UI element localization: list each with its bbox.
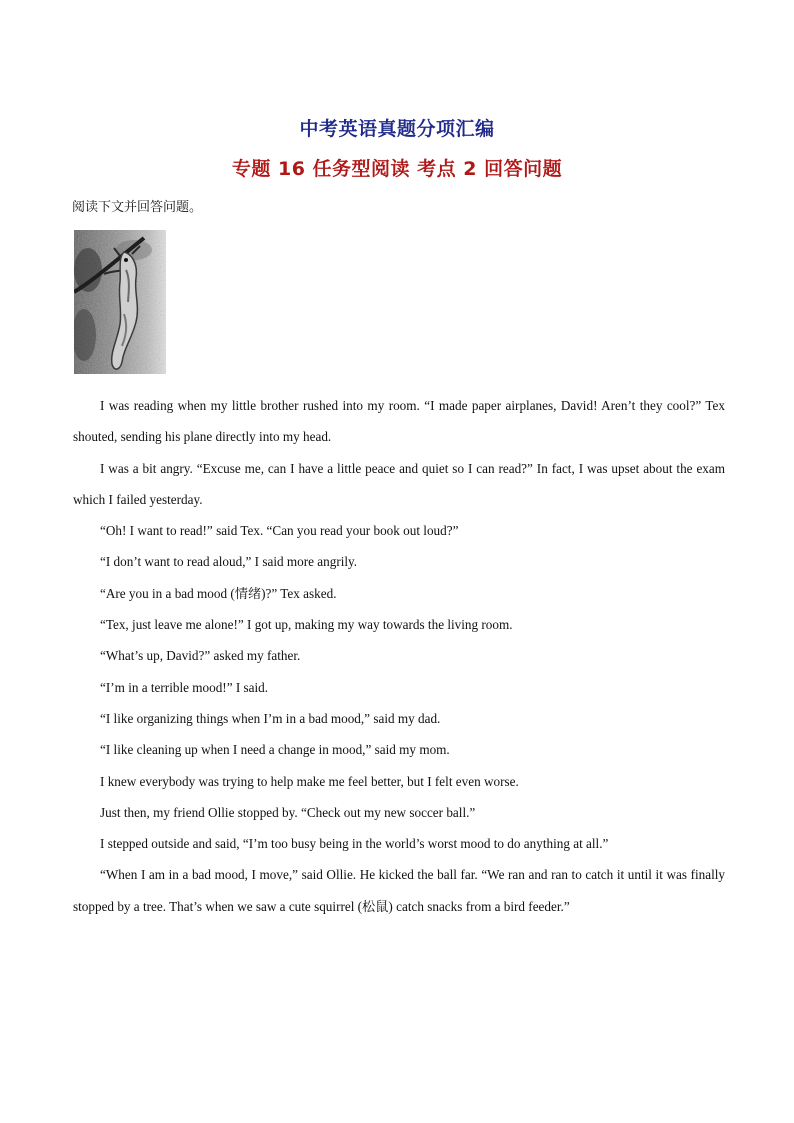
passage-paragraph: “Are you in a bad mood (情绪)?” Tex asked. xyxy=(100,585,337,601)
passage-paragraph: “What’s up, David?” asked my father. xyxy=(100,648,301,664)
passage-paragraph: Just then, my friend Ollie stopped by. “Check out my new soccer ball.” xyxy=(100,804,476,820)
page-subtitle: 专题 16 任务型阅读 考点 2 回答问题 xyxy=(231,158,563,180)
passage-paragraph: I knew everybody was trying to help make me feel better, but I felt even worse. xyxy=(100,773,519,789)
passage-paragraph: “Tex, just leave me alone!” I got up, making my way towards the living room. xyxy=(100,617,513,633)
squirrel-photo-icon xyxy=(74,230,166,374)
passage-paragraph: “I like cleaning up when I need a change in mood,” said my mom. xyxy=(100,742,450,758)
instruction-text: 阅读下文并回答问题。 xyxy=(72,200,203,215)
passage-paragraph: “Oh! I want to read!” said Tex. “Can you read your book out loud?” xyxy=(100,523,459,539)
passage-paragraph: “I don’t want to read aloud,” I said more angrily. xyxy=(100,554,358,570)
passage-paragraph: “When I am in a bad mood, I move,” said Ollie. He kicked the ball far. “We ran and ran to catch it until it was finally stopped by a tree. That’s when we saw a cute squirrel (松鼠) catch snacks from a bird feeder.” xyxy=(73,867,725,914)
passage-paragraph: “I’m in a terrible mood!” I said. xyxy=(100,679,269,695)
passage-paragraph: I stepped outside and said, “I’m too busy being in the world’s worst mood to do anything at all.” xyxy=(100,836,609,852)
passage-paragraph: I was a bit angry. “Excuse me, can I have a little peace and quiet so I can read?” In fact, I was upset about the exam which I failed yesterday. xyxy=(73,460,725,507)
passage-paragraph: “I like organizing things when I’m in a bad mood,” said my dad. xyxy=(100,710,441,726)
page-title: 中考英语真题分项汇编 xyxy=(299,118,495,140)
reading-passage xyxy=(73,390,725,922)
passage-paragraph: I was reading when my little brother rushed into my room. “I made paper airplanes, David! Aren’t they cool?” Tex shouted, sending his plane directly into my head. xyxy=(73,398,725,445)
